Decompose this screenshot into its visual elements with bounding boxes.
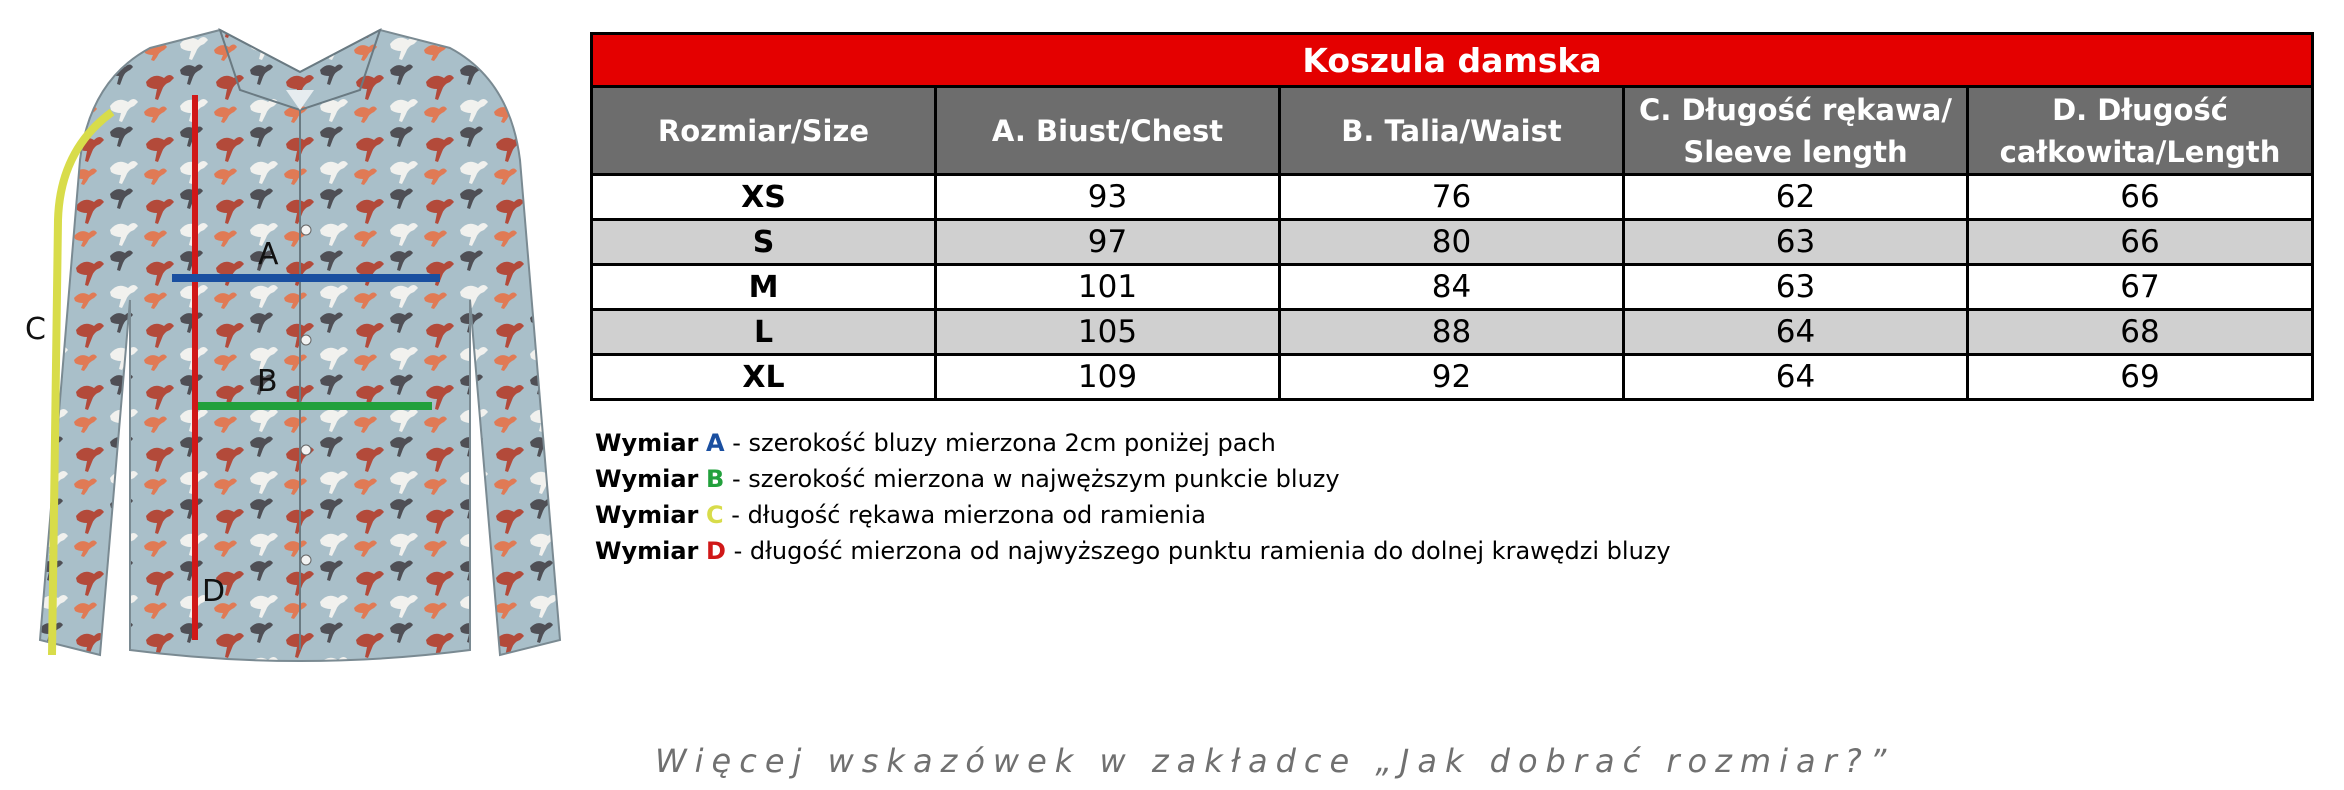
table-title: Koszula damska bbox=[592, 34, 2313, 87]
label-b: B bbox=[257, 364, 278, 399]
table-row bbox=[592, 265, 2313, 310]
cell-waist: 84 bbox=[1280, 265, 1624, 310]
note-prefix: Wymiar bbox=[595, 429, 699, 457]
cell-waist: 88 bbox=[1280, 310, 1624, 355]
note-letter: B bbox=[706, 465, 725, 493]
cell-sleeve: 63 bbox=[1624, 265, 1968, 310]
note-prefix: Wymiar bbox=[595, 537, 699, 565]
cell-size: XL bbox=[592, 355, 936, 400]
table-row bbox=[592, 175, 2313, 220]
label-d: D bbox=[202, 574, 226, 609]
header-sleeve-line-1: C. Długość rękawa/ bbox=[1639, 92, 1952, 127]
note-prefix: Wymiar bbox=[595, 501, 699, 529]
size-table bbox=[590, 32, 2314, 401]
cell-length: 66 bbox=[1968, 175, 2313, 220]
header-size-line: Rozmiar/Size bbox=[657, 113, 870, 148]
header-length-line-1: D. Długość bbox=[2052, 92, 2228, 127]
header-waist-line: B. Talia/Waist bbox=[1341, 113, 1562, 148]
cell-length: 66 bbox=[1968, 220, 2313, 265]
cell-sleeve: 63 bbox=[1624, 220, 1968, 265]
cell-waist: 76 bbox=[1280, 175, 1624, 220]
note-b bbox=[595, 461, 1671, 497]
cell-length: 69 bbox=[1968, 355, 2313, 400]
size-guide-hint: Więcej wskazówek w zakładce „Jak dobrać rozmiar?” bbox=[655, 742, 1895, 780]
note-text: - długość mierzona od najwyższego punktu ramienia do dolnej krawędzi bluzy bbox=[725, 537, 1671, 565]
cell-waist: 80 bbox=[1280, 220, 1624, 265]
cell-chest: 105 bbox=[936, 310, 1280, 355]
note-letter: D bbox=[706, 537, 726, 565]
header-row bbox=[592, 87, 2313, 175]
cell-waist: 92 bbox=[1280, 355, 1624, 400]
note-letter: C bbox=[706, 501, 724, 529]
header-length-line-2: całkowita/Length bbox=[1999, 134, 2281, 169]
cell-chest: 101 bbox=[936, 265, 1280, 310]
cell-size: M bbox=[592, 265, 936, 310]
header-waist bbox=[1280, 87, 1624, 175]
cell-sleeve: 62 bbox=[1624, 175, 1968, 220]
shirt-illustration bbox=[0, 0, 590, 700]
cell-size: XS bbox=[592, 175, 936, 220]
table-row bbox=[592, 355, 2313, 400]
cell-sleeve: 64 bbox=[1624, 355, 1968, 400]
cell-length: 68 bbox=[1968, 310, 2313, 355]
note-d bbox=[595, 533, 1671, 569]
header-chest bbox=[936, 87, 1280, 175]
header-sleeve bbox=[1624, 87, 1968, 175]
label-a: A bbox=[258, 237, 279, 272]
note-text: - długość rękawa mierzona od ramienia bbox=[723, 501, 1206, 529]
cell-chest: 109 bbox=[936, 355, 1280, 400]
table-row bbox=[592, 220, 2313, 265]
label-c: C bbox=[25, 312, 46, 347]
cell-size: S bbox=[592, 220, 936, 265]
cell-sleeve: 64 bbox=[1624, 310, 1968, 355]
header-size bbox=[592, 87, 936, 175]
note-a bbox=[595, 425, 1671, 461]
measurement-notes bbox=[595, 425, 1671, 569]
cell-size: L bbox=[592, 310, 936, 355]
title-row bbox=[592, 34, 2313, 87]
note-c bbox=[595, 497, 1671, 533]
table-row bbox=[592, 310, 2313, 355]
note-prefix: Wymiar bbox=[595, 465, 699, 493]
header-chest-line: A. Biust/Chest bbox=[991, 113, 1224, 148]
note-letter: A bbox=[706, 429, 725, 457]
shirt-drawing bbox=[0, 0, 590, 700]
cell-chest: 93 bbox=[936, 175, 1280, 220]
cell-chest: 97 bbox=[936, 220, 1280, 265]
header-length bbox=[1968, 87, 2313, 175]
cell-length: 67 bbox=[1968, 265, 2313, 310]
note-text: - szerokość bluzy mierzona 2cm poniżej pach bbox=[724, 429, 1276, 457]
header-sleeve-line-2: Sleeve length bbox=[1683, 134, 1908, 169]
note-text: - szerokość mierzona w najwęższym punkcie bluzy bbox=[724, 465, 1340, 493]
